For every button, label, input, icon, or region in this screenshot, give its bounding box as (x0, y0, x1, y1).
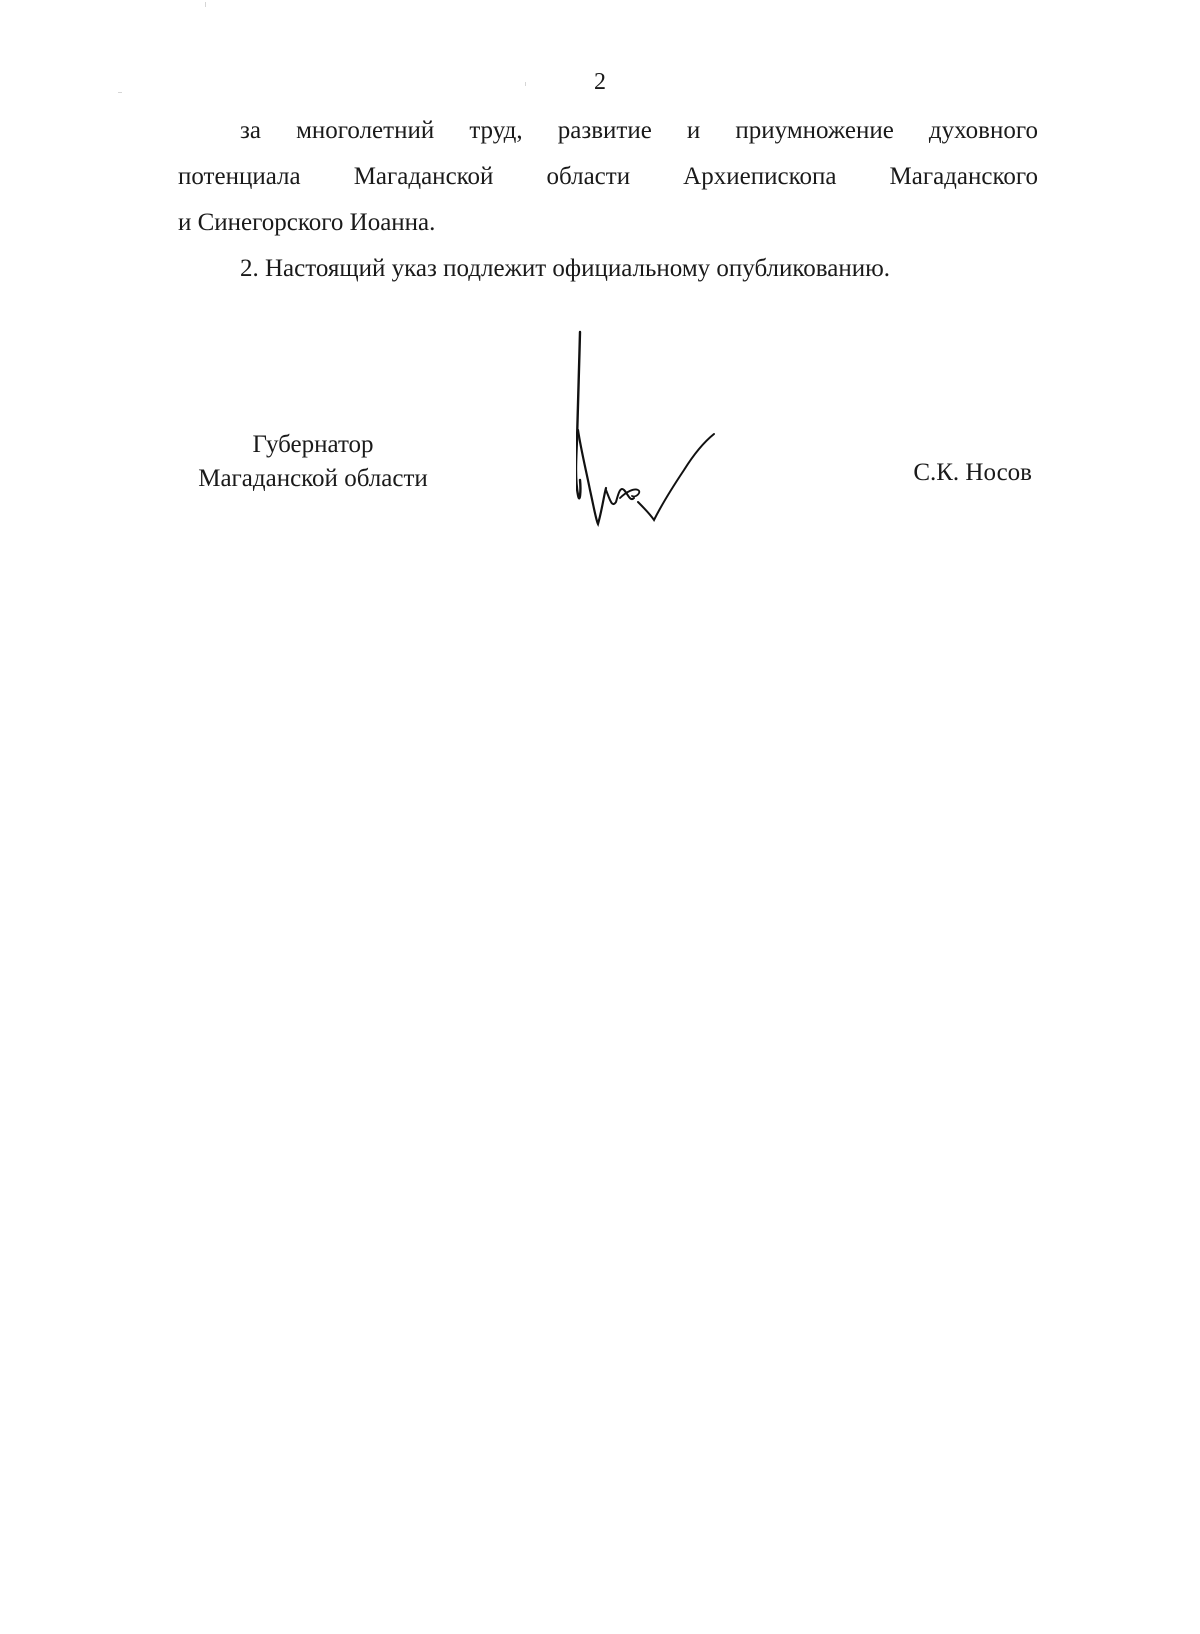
position-line-2: Магаданской области (198, 465, 428, 492)
handwritten-signature (576, 330, 726, 530)
signatory-name: С.К. Носов (913, 459, 1032, 486)
paragraph-award-line-3: и Синегорского Иоанна. (178, 209, 436, 236)
paragraph-award-line-2: потенциала Магаданской области Архиепископа Магаданского (178, 163, 1038, 190)
document-body (178, 108, 1038, 292)
scan-mark (205, 2, 206, 7)
scan-mark (525, 82, 526, 86)
paragraph-item-2: 2. Настоящий указ подлежит официальному опубликованию. (240, 255, 891, 282)
page-number: 2 (594, 69, 606, 95)
signature-block (178, 428, 1038, 548)
scan-mark (118, 92, 122, 93)
paragraph-award-line-1: за многолетний труд, развитие и приумножение духовного (240, 117, 1038, 144)
position-line-1: Губернатор (252, 431, 374, 458)
signatory-position (178, 428, 448, 496)
